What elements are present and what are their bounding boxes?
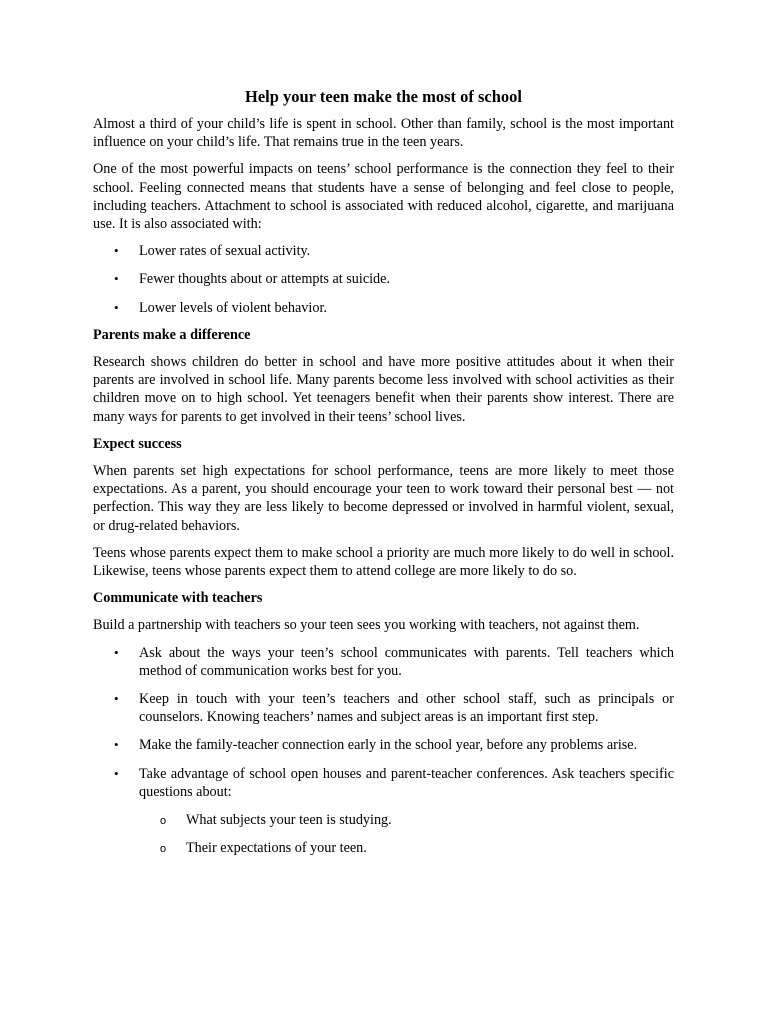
section-expect-success: [93, 435, 674, 580]
document-title: Help your teen make the most of school: [245, 87, 522, 106]
section-parents-make-a-difference: [93, 326, 674, 426]
list-item: [93, 690, 674, 726]
bullet-icon: •: [114, 737, 119, 753]
list-item: [93, 644, 674, 680]
list-item-text: Lower levels of violent behavior.: [139, 299, 327, 316]
bullet-icon: •: [114, 691, 119, 707]
section-paragraph: Research shows children do better in school and have more positive attitudes about it when their parents are involved in school life. Many parents become less involved with school activities as their children move on to high school. Yet teenagers benefit when their parents show interest. There are many ways for parents to get involved in their teens’ school lives.: [93, 354, 674, 425]
hollow-bullet-icon: o: [160, 815, 167, 828]
bullet-icon: •: [114, 765, 119, 781]
section-paragraph: Teens whose parents expect them to make school a priority are much more likely to do well in school. Likewise, teens whose parents expect them to attend college are more likely to do so.: [93, 544, 674, 580]
hollow-bullet-icon: o: [160, 843, 167, 856]
list-item-text: Ask about the ways your teen’s school communicates with parents. Tell teachers which method of communication works best for you.: [139, 644, 674, 679]
list-item: [93, 299, 674, 317]
sub-list-item-text: What subjects your teen is studying.: [186, 812, 392, 829]
sub-list-item-text: Their expectations of your teen.: [186, 840, 367, 857]
section-heading: Expect success: [93, 435, 182, 452]
sub-list-item: [139, 839, 674, 857]
intro-paragraph-2: One of the most powerful impacts on teens’ school performance is the connection they feel to their school. Feeling connected means that students have a sense of belonging and feel close to people, including teachers. Attachment to school is associated with reduced alcohol, cigarette, and marijuana use. It is also associated with:: [93, 161, 674, 233]
bullet-icon: •: [114, 299, 119, 315]
section-heading: Parents make a difference: [93, 326, 251, 343]
list-item: [93, 242, 674, 260]
sub-bullet-list: [139, 811, 674, 857]
intro-bullet-list: [93, 242, 674, 317]
section-communicate-with-teachers: [93, 589, 674, 857]
list-item-text: Make the family-teacher connection early in the school year, before any problems arise.: [139, 737, 638, 754]
list-item-text: Take advantage of school open houses and parent-teacher conferences. Ask teachers specific questions about:: [139, 765, 674, 800]
bullet-icon: •: [114, 271, 119, 287]
section-heading: Communicate with teachers: [93, 590, 263, 607]
section-paragraph: When parents set high expectations for school performance, teens are more likely to meet those expectations. As a parent, you should encourage your teen to work toward their personal best — not perfection. This way they are less likely to become depressed or involved in harmful violent, sexual, or drug-related behaviors.: [93, 463, 674, 534]
list-item: [93, 736, 674, 754]
sub-list-item: [139, 811, 674, 829]
list-item-text: Lower rates of sexual activity.: [139, 243, 311, 260]
list-item-text: Fewer thoughts about or attempts at suicide.: [139, 271, 390, 288]
section-paragraph: Build a partnership with teachers so your teen sees you working with teachers, not against them.: [93, 617, 640, 634]
list-item: [93, 270, 674, 288]
intro-paragraph-1: Almost a third of your child’s life is spent in school. Other than family, school is the most important influence on your child’s life. That remains true in the teen years.: [93, 116, 674, 151]
list-item-text: Keep in touch with your teen’s teachers and other school staff, such as principals or counselors. Knowing teachers’ names and subject areas is an important first step.: [139, 691, 674, 726]
list-item: [93, 765, 674, 858]
bullet-icon: •: [114, 243, 119, 259]
bullet-icon: •: [114, 644, 119, 660]
teacher-bullet-list: [93, 644, 674, 858]
